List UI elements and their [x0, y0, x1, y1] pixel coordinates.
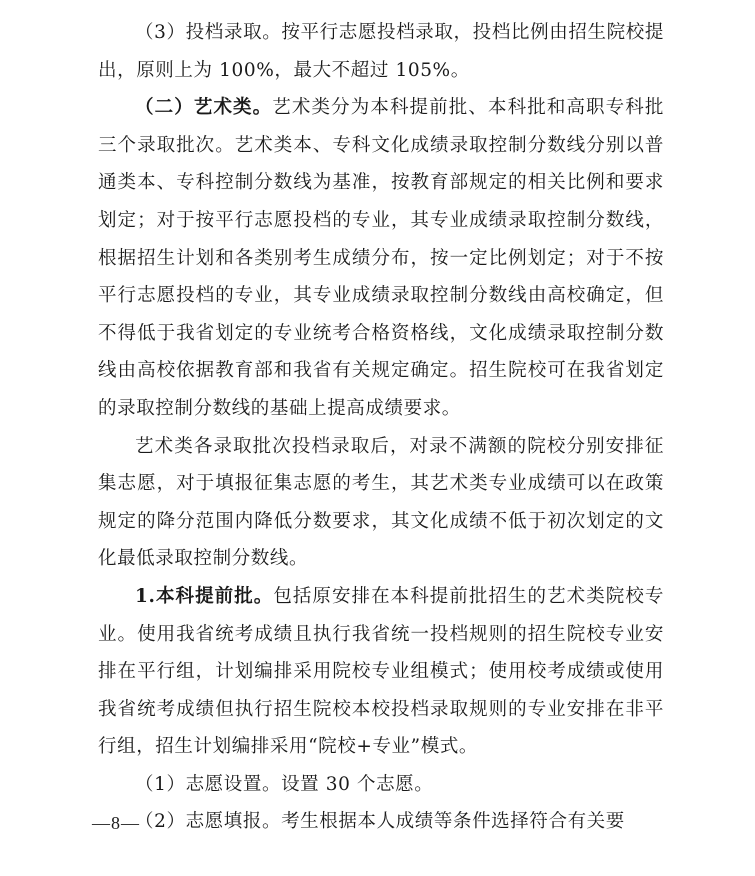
paragraph-text: 艺术类分为本科提前批、本科批和高职专科批三个录取批次。艺术类本、专科文化成绩录取控制分数线分别以普通类本、专科控制分数线为基准，按教育部规定的相关比例和要求划定；对于按平行志愿投档的专业，其专业成绩录取控制分数线，根据招生计划和各类别考生成绩分布，按一定比例划定；对于不按平行志愿投档的专业，其专业成绩录取控制分数线由高校确定，但不得低于我省划定的专业统考合格资格线，文化成绩录取控制分数线由高校依据教育部和我省有关规定确定。招生院校可在我省划定的录取控制分数线的基础上提高成绩要求。 [98, 97, 664, 419]
paragraph-volunteer-filling [98, 803, 664, 841]
page-number: —8— [92, 813, 140, 833]
paragraph-text: （3）投档录取。按平行志愿投档录取，投档比例由招生院校提出，原则上为 100%，最大不超过 105%。 [98, 22, 664, 81]
paragraph-text: 艺术类各录取批次投档录取后，对录不满额的院校分别安排征集志愿，对于填报征集志愿的考生，其艺术类专业成绩可以在政策规定的降分范围内降低分数要求，其文化成绩不低于初次划定的文化最低录取控制分数线。 [98, 435, 664, 570]
paragraph-text: （1）志愿设置。设置 30 个志愿。 [135, 773, 434, 795]
section-heading-early-batch: 1.本科提前批。 [135, 585, 274, 607]
paragraph-art-category [98, 89, 664, 427]
paragraph-text: （2）志愿填报。考生根据本人成绩等条件选择符合有关要 [135, 811, 625, 833]
document-body [98, 14, 664, 841]
paragraph-undergrad-early-batch [98, 578, 664, 766]
paragraph-volunteer-setting [98, 766, 664, 804]
section-heading-art: （二）艺术类。 [135, 97, 273, 119]
paragraph-admission-3 [98, 14, 664, 89]
paragraph-text: 包括原安排在本科提前批招生的艺术类院校专业。使用我省统考成绩且执行我省统一投档规则的招生院校专业安排在平行组，计划编排采用院校专业组模式；使用校考成绩或使用我省统考成绩但执行招生院校本校投档录取规则的专业安排在非平行组，招生计划编排采用“院校+专业”模式。 [98, 585, 664, 758]
paragraph-art-solicitation [98, 428, 664, 578]
